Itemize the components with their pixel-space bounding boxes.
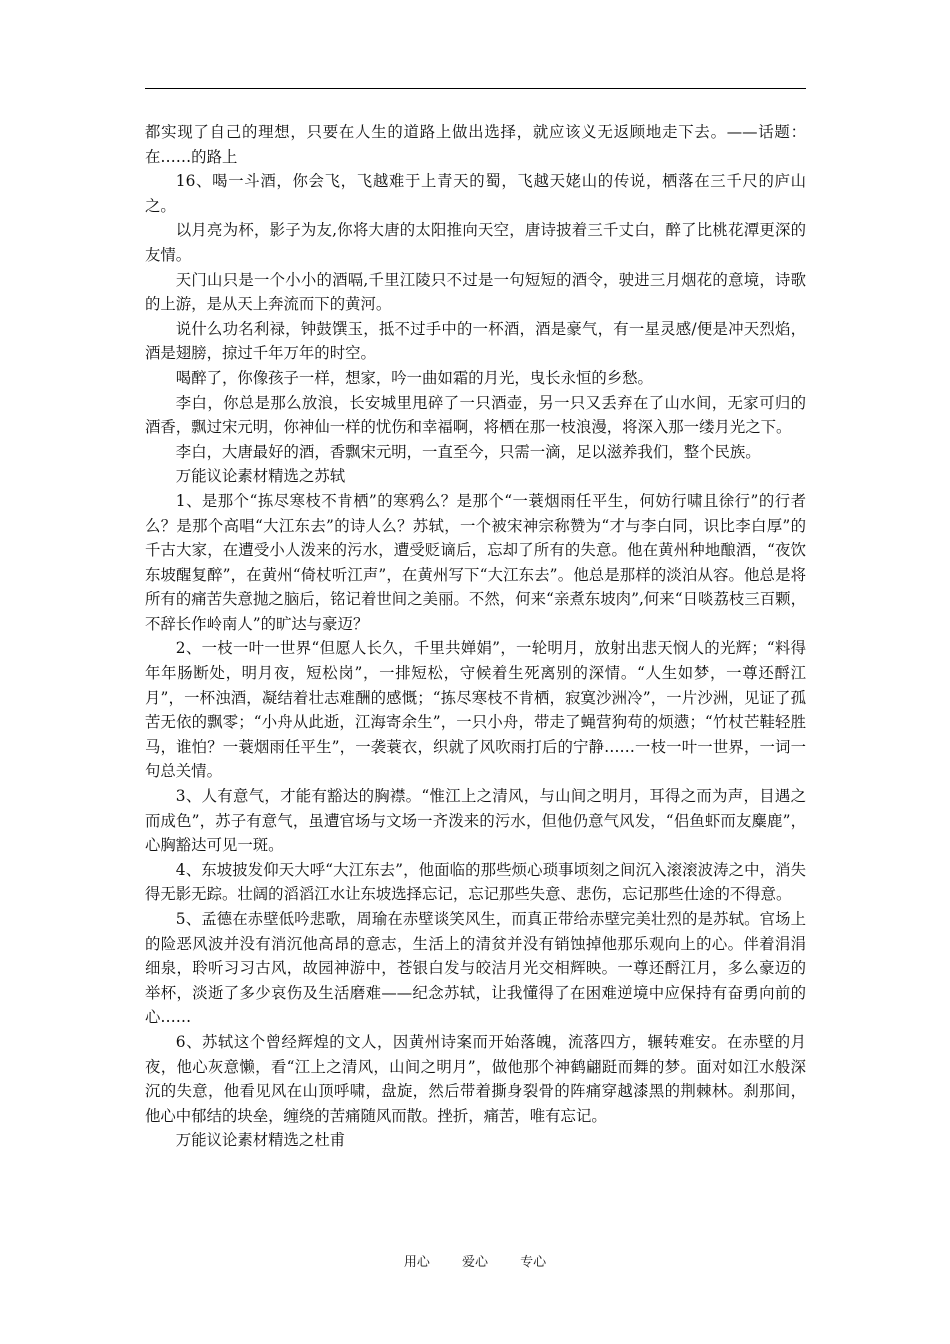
paragraph-14: 6、苏轼这个曾经辉煌的文人，因黄州诗案而开始落魄，流落四方，辗转难安。在赤壁的月夜，他心灰意懒，看“江上之清风，山间之明月”，做他那个神鹤翩跹而舞的梦。面对如江水般深沉的失意，他看见风在山顶呼啸，盘旋，然后带着撕身裂骨的阵痛穿越漆黑的荆棘林。刹那间，他心中郁结的块垒，缠绕的苦痛随风而散。挫折，痛苦，唯有忘记。 bbox=[145, 1032, 806, 1125]
section-heading-su-shi: 万能议论素材精选之苏轼 bbox=[175, 467, 346, 486]
paragraph-0: 都实现了自己的理想，只要在人生的道路上做出选择，就应该义无返顾地走下去。——话题：在……的路上 bbox=[145, 123, 806, 166]
header-rule bbox=[145, 88, 806, 89]
paragraph-13: 5、孟德在赤壁低吟悲歌，周瑜在赤壁谈笑风生，而真正带给赤壁完美壮烈的是苏轼。官场上的险恶风波并没有消沉他高昂的意志，生活上的清贫并没有销蚀掉他那乐观向上的心。伴着涓涓细泉，聆听习习古风，故园神游中，苍银白发与皎洁月光交相辉映。一尊还酹江月，多么豪迈的举杯，淡逝了多少哀伤及生活磨难——纪念苏轼，让我懂得了在困难逆境中应保持有奋勇向前的心…… bbox=[145, 910, 806, 1027]
paragraph-2: 以月亮为杯，影子为友,你将大唐的太阳推向天空，唐诗披着三千丈白，醉了比桃花潭更深的友情。 bbox=[145, 221, 806, 264]
footer-item-1: 用心 bbox=[403, 1255, 430, 1270]
body-text bbox=[145, 120, 806, 1153]
paragraph-9: 1、是那个“拣尽寒枝不肯栖”的寒鸦么？是那个“一蓑烟雨任平生，何妨行啸且徐行”的行者么？是那个高唱“大江东去”的诗人么？苏轼，一个被宋神宗称赞为“才与李白同，识比李白厚”的千古大家，在遭受小人泼来的污水，遭受贬谪后，忘却了所有的失意。他在黄州种地酿酒，“夜饮东坡醒复醉”，在黄州“倚杖听江声”，在黄州写下“大江东去”。他总是那样的淡泊从容。他总是将所有的痛苦失意抛之脑后，铭记着世间之美丽。不然，何来“亲煮东坡肉”,何来“日啖荔枝三百颗，不辞长作岭南人”的旷达与豪迈？ bbox=[145, 491, 806, 633]
footer-item-2: 爱心 bbox=[461, 1255, 488, 1270]
paragraph-5: 喝醉了，你像孩子一样，想家，吟一曲如霜的月光，曳长永恒的乡愁。 bbox=[175, 368, 653, 387]
paragraph-11: 3、人有意气，才能有豁达的胸襟。“惟江上之清风，与山间之明月，耳得之而为声，目遇之而成色”，苏子有意气，虽遭官场与文场一齐泼来的污水，但他仍意气风发，“侣鱼虾而友麋鹿”，心胸豁达可见一斑。 bbox=[145, 787, 806, 855]
paragraph-12: 4、东坡披发仰天大呼“大江东去”，他面临的那些烦心琐事顷刻之间沉入滚滚波涛之中，消失得无影无踪。壮阔的滔滔江水让东坡选择忘记，忘记那些失意、悲伤，忘记那些仕途的不得意。 bbox=[145, 860, 806, 904]
paragraph-1: 16、喝一斗酒，你会飞，飞越难于上青天的蜀，飞越天姥山的传说，栖落在三千尺的庐山之。 bbox=[145, 172, 806, 215]
footer-item-3: 专心 bbox=[520, 1255, 547, 1270]
paragraph-3: 天门山只是一个小小的酒嗝,千里江陵只不过是一句短短的酒令，驶进三月烟花的意境，诗歌的上游，是从天上奔流而下的黄河。 bbox=[145, 270, 806, 314]
section-heading-du-fu: 万能议论素材精选之杜甫 bbox=[175, 1131, 346, 1150]
paragraph-4: 说什么功名利禄，钟鼓馔玉，抵不过手中的一杯酒，酒是豪气，有一星灵感/便是冲天烈焰，酒是翅膀，掠过千年万年的时空。 bbox=[145, 319, 806, 363]
paragraph-6: 李白，你总是那么放浪，长安城里甩碎了一只酒壶，另一只又丢弃在了山水间，无家可归的酒香，飘过宋元明，你神仙一样的忧伤和幸福啊，将栖在那一枝浪漫，将深入那一缕月光之下。 bbox=[145, 393, 806, 437]
page-footer bbox=[0, 1251, 950, 1270]
paragraph-10: 2、一枝一叶一世界“但愿人长久，千里共婵娟”，一轮明月，放射出悲天悯人的光辉；“料得年年肠断处，明月夜，短松岗”，一排短松，守候着生死离别的深情。“人生如梦，一尊还酹江月”，一杯浊酒，凝结着壮志难酬的感慨；“拣尽寒枝不肯栖，寂寞沙洲冷”，一片沙洲，见证了孤苦无依的飘零；“小舟从此逝，江海寄余生”，一只小舟，带走了蝇营狗苟的烦懑；“竹杖芒鞋轻胜马，谁怕？一蓑烟雨任平生”，一袭蓑衣，织就了风吹雨打后的宁静……一枝一叶一世界，一词一句总关情。 bbox=[145, 639, 806, 781]
paragraph-7: 李白，大唐最好的酒，香飘宋元明，一直至今，只需一滴，足以滋养我们，整个民族。 bbox=[175, 442, 761, 461]
